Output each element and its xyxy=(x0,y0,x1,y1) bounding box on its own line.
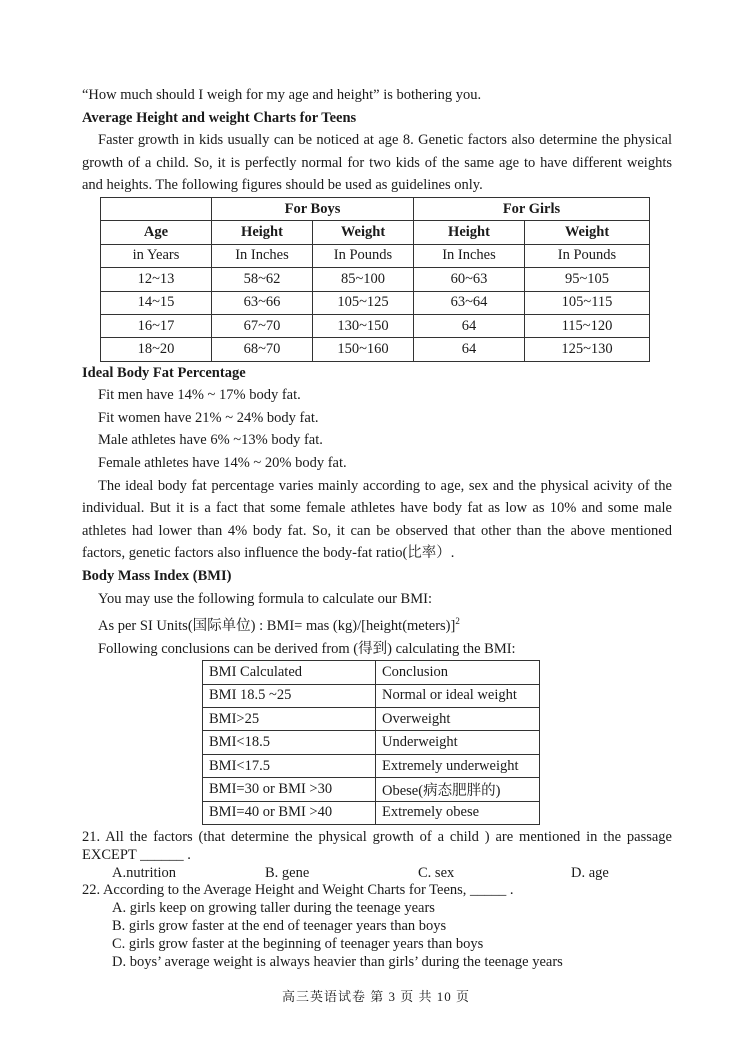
table-cell: BMI 18.5 ~25 xyxy=(203,684,376,707)
table-cell xyxy=(101,197,212,220)
table-cell: BMI=30 or BMI >30 xyxy=(203,778,376,801)
option-d: D. boys’ average weight is always heavier than girls’ during the teenage years xyxy=(112,953,563,970)
option-b: B. gene xyxy=(265,864,310,881)
table-row xyxy=(101,268,650,291)
table-row xyxy=(203,754,540,777)
question-stem: 22. According to the Average Height and Weight Charts for Teens, _____ . xyxy=(82,882,514,899)
table-cell: Extremely underweight xyxy=(376,754,540,777)
list-item: Fit men have 14% ~ 17% body fat. xyxy=(98,387,301,404)
table-row xyxy=(101,197,650,220)
table-row xyxy=(203,778,540,801)
table-cell: BMI<18.5 xyxy=(203,731,376,754)
table-cell: Overweight xyxy=(376,708,540,731)
table-row xyxy=(101,291,650,314)
option-a: A. girls keep on growing taller during the teenage years xyxy=(112,900,435,917)
table-cell: BMI<17.5 xyxy=(203,754,376,777)
table-header-cell: Weight xyxy=(313,221,414,244)
section-title-bmi: Body Mass Index (BMI) xyxy=(82,568,232,585)
table-cell: BMI Calculated xyxy=(203,661,376,684)
section-paragraph-growth: Faster growth in kids usually can be noticed at age 8. Genetic factors also determine the physical growth of a child. So, it is perfectly normal for two kids of the same age to have different weights and heights. The following figures should be used as guidelines only. xyxy=(82,132,672,194)
table-header-cell: Height xyxy=(212,221,313,244)
page-footer: 高三英语试卷 第 3 页 共 10 页 xyxy=(281,989,470,1004)
table-cell: Conclusion xyxy=(376,661,540,684)
table-cell: 16~17 xyxy=(101,314,212,337)
table-cell: Extremely obese xyxy=(376,801,540,824)
table-header-cell: Age xyxy=(101,221,212,244)
question-stem: 21. All the factors (that determine the physical growth of a child ) are mentioned in the passage EXCEPT ______ . xyxy=(82,828,672,863)
table-unit-cell: In Inches xyxy=(414,244,525,267)
table-row xyxy=(203,801,540,824)
bmi-formula-exponent: 2 xyxy=(455,616,460,627)
bmi-formula-line xyxy=(98,610,672,637)
table-row xyxy=(101,221,650,244)
bmi-line: Following conclusions can be derived from (得到) calculating the BMI: xyxy=(98,640,516,657)
table-cell: 60~63 xyxy=(414,268,525,291)
list-item: Fit women have 21% ~ 24% body fat. xyxy=(98,409,319,426)
table-cell: 150~160 xyxy=(313,338,414,361)
question-22 xyxy=(82,882,672,971)
table-cell: Obese(病态肥胖的) xyxy=(376,778,540,801)
table-cell: 58~62 xyxy=(212,268,313,291)
bmi-intro xyxy=(82,588,672,661)
section-title-height-charts: Average Height and weight Charts for Teens xyxy=(82,109,357,126)
body-fat-list xyxy=(82,384,672,474)
list-item: Male athletes have 6% ~13% body fat. xyxy=(98,432,323,449)
table-row xyxy=(101,338,650,361)
table-unit-cell: In Pounds xyxy=(525,244,650,267)
list-item: Female athletes have 14% ~ 20% body fat. xyxy=(98,455,347,472)
table-unit-cell: In Pounds xyxy=(313,244,414,267)
table-cell: 105~115 xyxy=(525,291,650,314)
table-row xyxy=(203,661,540,684)
table-cell: 14~15 xyxy=(101,291,212,314)
option-c: C. girls grow faster at the beginning of teenager years than boys xyxy=(112,935,484,952)
table-group-header: For Girls xyxy=(414,197,650,220)
table-cell: 67~70 xyxy=(212,314,313,337)
table-header-cell: Weight xyxy=(525,221,650,244)
table-cell: BMI=40 or BMI >40 xyxy=(203,801,376,824)
table-cell: Underweight xyxy=(376,731,540,754)
bmi-line: You may use the following formula to calculate our BMI: xyxy=(98,590,432,607)
height-weight-table xyxy=(100,197,650,362)
table-row xyxy=(101,314,650,337)
table-cell: 64 xyxy=(414,338,525,361)
table-cell: 105~125 xyxy=(313,291,414,314)
table-cell: 18~20 xyxy=(101,338,212,361)
table-cell: 115~120 xyxy=(525,314,650,337)
section-paragraph-body-fat: The ideal body fat percentage varies mainly according to age, sex and the physical acivity of the individual. But it is a fact that some female athletes have body fat as low as 10% and some male athletes had lower than 4% body fat. So, it can be observed that other than the above mentioned factors, genetic factors also influence the body-fat ratio(比率）. xyxy=(82,477,672,562)
option-a: A.nutrition xyxy=(112,864,177,881)
option-c: C. sex xyxy=(418,864,455,881)
table-cell: 85~100 xyxy=(313,268,414,291)
document-page xyxy=(82,84,672,971)
table-unit-cell: in Years xyxy=(101,244,212,267)
table-cell: 63~64 xyxy=(414,291,525,314)
table-row xyxy=(203,684,540,707)
table-unit-cell: In Inches xyxy=(212,244,313,267)
table-group-header: For Boys xyxy=(212,197,414,220)
intro-line: “How much should I weigh for my age and height” is bothering you. xyxy=(82,87,482,103)
table-cell: BMI>25 xyxy=(203,708,376,731)
table-cell: 130~150 xyxy=(313,314,414,337)
table-header-cell: Height xyxy=(414,221,525,244)
table-cell: 64 xyxy=(414,314,525,337)
table-cell: 12~13 xyxy=(101,268,212,291)
table-row xyxy=(203,731,540,754)
question-options xyxy=(82,865,672,883)
option-d: D. age xyxy=(571,864,609,881)
bmi-table xyxy=(202,660,540,825)
table-cell: 68~70 xyxy=(212,338,313,361)
table-cell: 125~130 xyxy=(525,338,650,361)
question-21 xyxy=(82,829,672,882)
table-row xyxy=(203,708,540,731)
section-title-body-fat: Ideal Body Fat Percentage xyxy=(82,364,246,381)
table-cell: 95~105 xyxy=(525,268,650,291)
table-row xyxy=(101,244,650,267)
table-cell: 63~66 xyxy=(212,291,313,314)
bmi-formula-text: As per SI Units(国际单位) : BMI= mas (kg)/[height(meters)] xyxy=(98,618,456,635)
option-b: B. girls grow faster at the end of teenager years than boys xyxy=(112,917,447,934)
table-cell: Normal or ideal weight xyxy=(376,684,540,707)
